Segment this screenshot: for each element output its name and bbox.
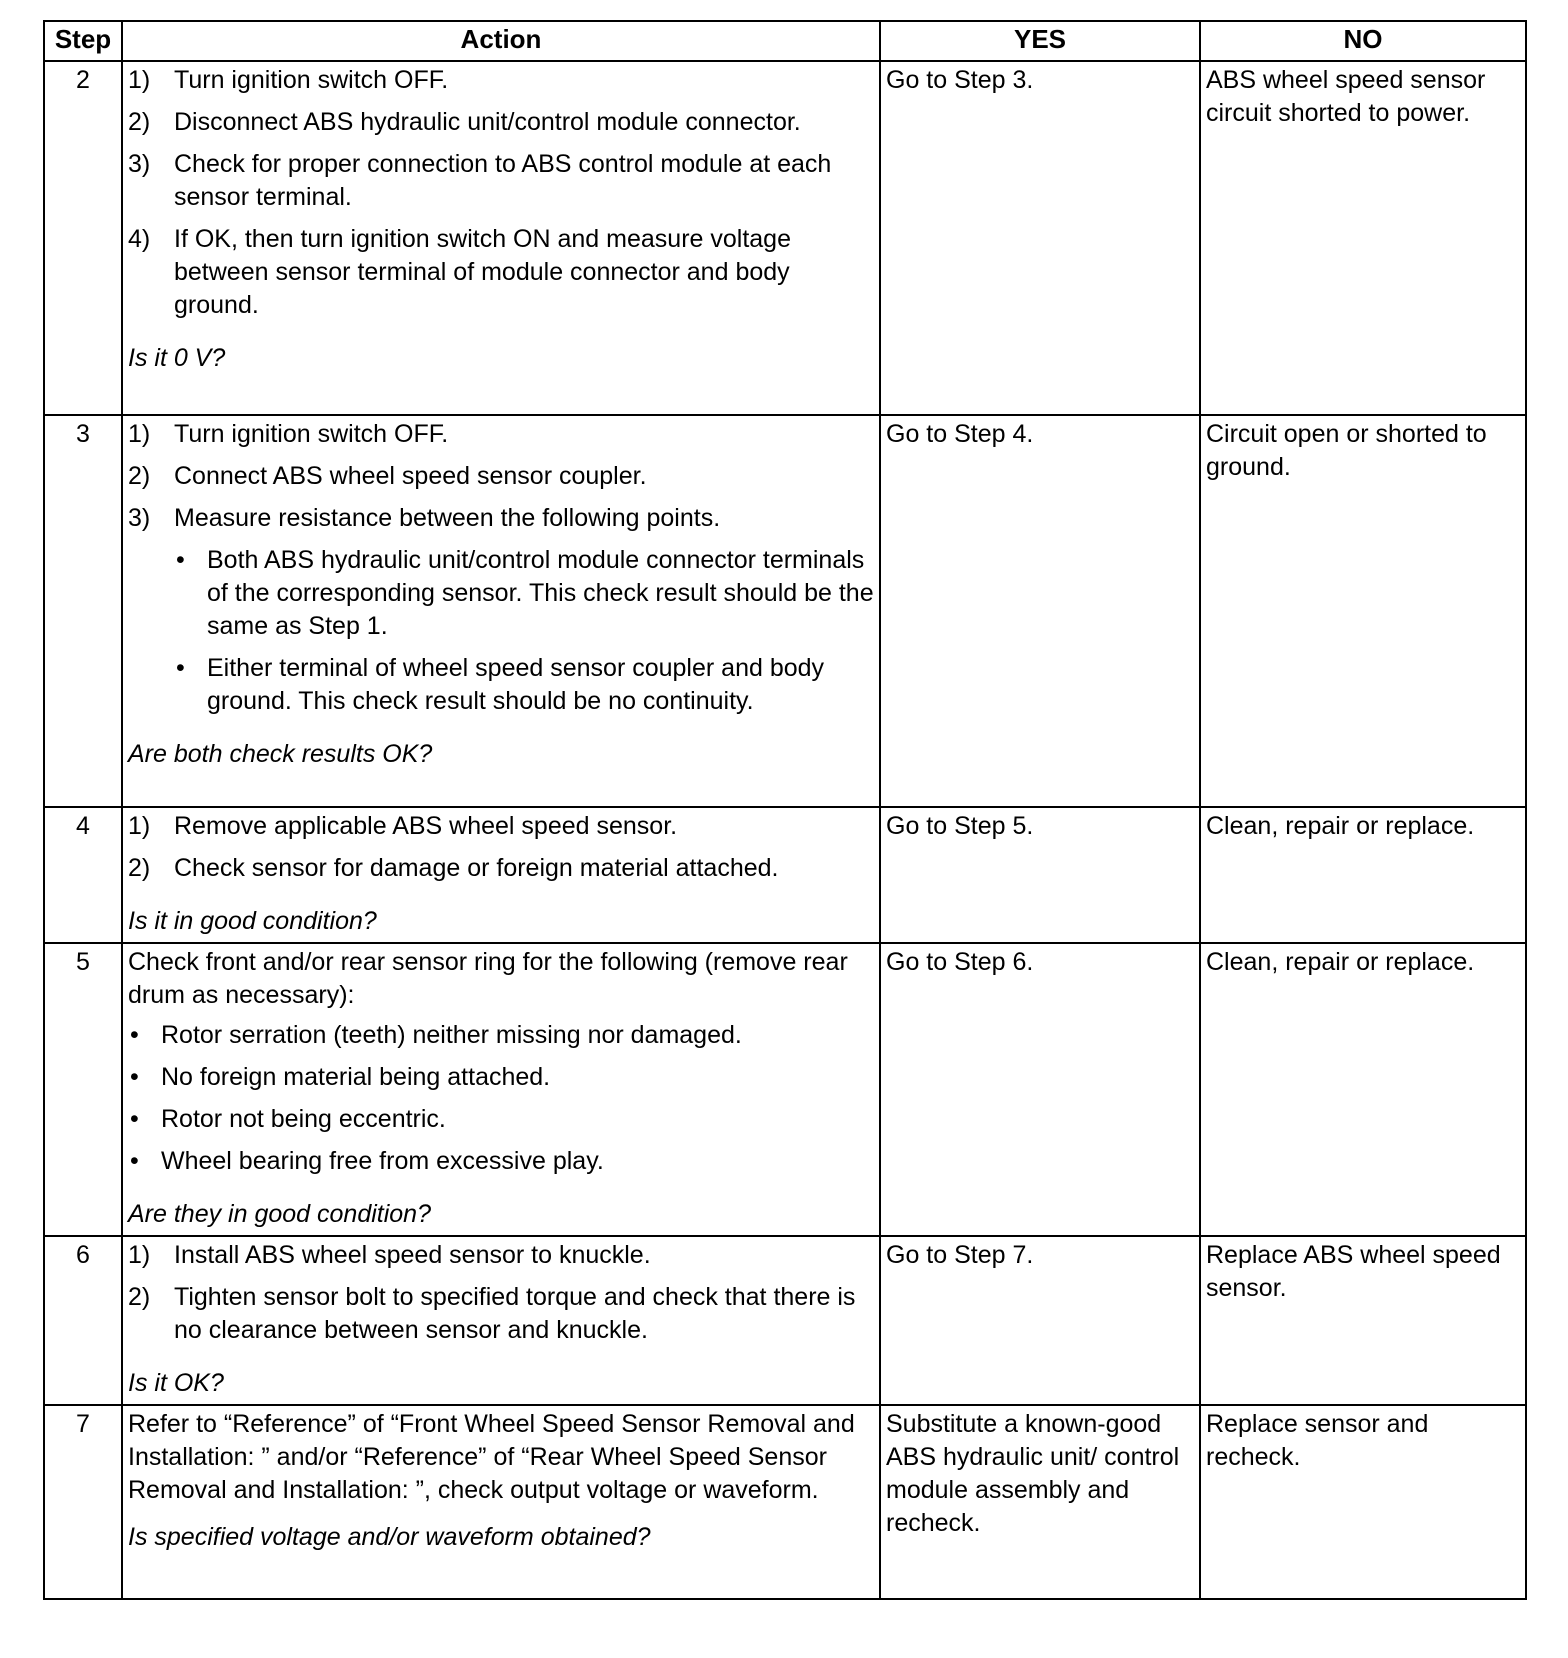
action-item: 1) Remove applicable ABS wheel speed sensor. (128, 812, 678, 840)
header-row (44, 21, 1526, 61)
action-cell (122, 1236, 880, 1405)
step-number: 6 (44, 1236, 122, 1405)
action-bullet: • No foreign material being attached. (130, 1063, 551, 1091)
action-item: 1) Install ABS wheel speed sensor to knuckle. (128, 1241, 651, 1269)
action-item: 1) Turn ignition switch OFF. (128, 66, 449, 94)
action-bullet: • Rotor not being eccentric. (130, 1105, 446, 1133)
action-question: Is it 0 V? (128, 344, 226, 372)
no-cell: ABS wheel speed sensor circuit shorted to power. (1200, 61, 1526, 415)
action-item: 2) Disconnect ABS hydraulic unit/control module connector. (128, 108, 801, 136)
step-number: 5 (44, 943, 122, 1236)
yes-cell: Go to Step 3. (880, 61, 1200, 415)
action-cell (122, 1405, 880, 1599)
action-subitem: • Either terminal of wheel speed sensor coupler and body ground. This check result should be no continuity. (176, 654, 825, 715)
action-cell (122, 943, 880, 1236)
yes-cell: Go to Step 4. (880, 415, 1200, 807)
step-number: 7 (44, 1405, 122, 1599)
action-item: 2) Tighten sensor bolt to specified torque and check that there is no clearance between sensor and knuckle. (128, 1283, 856, 1344)
table-row (44, 1236, 1526, 1405)
no-cell: Replace sensor and recheck. (1200, 1405, 1526, 1599)
action-cell (122, 415, 880, 807)
action-item: 3) Measure resistance between the following points. (128, 504, 721, 532)
action-question: Is specified voltage and/or waveform obtained? (128, 1523, 651, 1551)
header-action: Action (122, 21, 880, 61)
table-row (44, 61, 1526, 415)
action-item: 1) Turn ignition switch OFF. (128, 420, 449, 448)
action-cell (122, 807, 880, 943)
table-row (44, 1405, 1526, 1599)
yes-cell: Go to Step 5. (880, 807, 1200, 943)
no-cell: Clean, repair or replace. (1200, 943, 1526, 1236)
table-row (44, 807, 1526, 943)
step-number: 4 (44, 807, 122, 943)
table-row (44, 415, 1526, 807)
action-item: 2) Connect ABS wheel speed sensor coupler. (128, 462, 647, 490)
no-cell: Clean, repair or replace. (1200, 807, 1526, 943)
action-item: 2) Check sensor for damage or foreign material attached. (128, 854, 779, 882)
header-no: NO (1200, 21, 1526, 61)
header-step: Step (44, 21, 122, 61)
diagnostic-table (43, 20, 1527, 1600)
action-subitem: • Both ABS hydraulic unit/control module connector terminals of the corresponding sensor. This check result should be the same as Step 1. (176, 546, 874, 640)
action-bullet: • Rotor serration (teeth) neither missing nor damaged. (130, 1021, 742, 1049)
no-cell: Circuit open or shorted to ground. (1200, 415, 1526, 807)
action-item: 3) Check for proper connection to ABS control module at each sensor terminal. (128, 150, 832, 211)
table-row (44, 943, 1526, 1236)
yes-cell: Go to Step 6. (880, 943, 1200, 1236)
action-intro: Check front and/or rear sensor ring for the following (remove rear drum as necessary): (128, 948, 848, 1009)
action-question: Are they in good condition? (128, 1200, 431, 1228)
step-number: 3 (44, 415, 122, 807)
action-question: Are both check results OK? (128, 740, 433, 768)
action-item: 4) If OK, then turn ignition switch ON and measure voltage between sensor terminal of module connector and body ground. (128, 225, 791, 319)
action-intro: Refer to “Reference” of “Front Wheel Speed Sensor Removal and Installation: ” and/or “Reference” of “Rear Wheel Speed Sensor Removal and Installation: ”, check output voltage or waveform. (128, 1410, 855, 1504)
step-number: 2 (44, 61, 122, 415)
no-cell: Replace ABS wheel speed sensor. (1200, 1236, 1526, 1405)
header-yes: YES (880, 21, 1200, 61)
yes-cell: Substitute a known-good ABS hydraulic unit/ control module assembly and recheck. (880, 1405, 1200, 1599)
action-bullet: • Wheel bearing free from excessive play. (130, 1147, 604, 1175)
action-question: Is it in good condition? (128, 907, 377, 935)
action-question: Is it OK? (128, 1369, 224, 1397)
action-cell (122, 61, 880, 415)
yes-cell: Go to Step 7. (880, 1236, 1200, 1405)
